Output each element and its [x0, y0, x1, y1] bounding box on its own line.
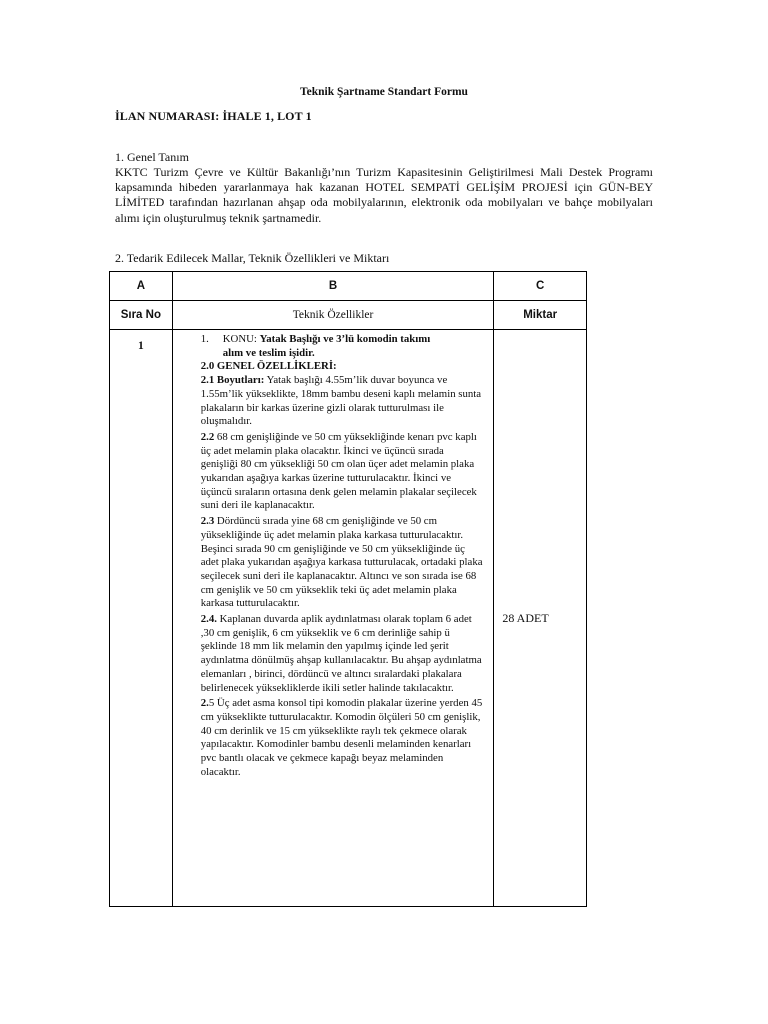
konu-number: 1.: [200, 333, 209, 345]
spec-label-2-5: 2.: [200, 697, 209, 710]
column-letter-c: C: [494, 272, 587, 301]
column-letter-b: B: [172, 272, 494, 301]
konu-text: Yatak Başlığı ve 3’lü komodin takımı: [259, 333, 431, 345]
spec-paragraph-2-5: [201, 697, 484, 779]
konu-line: [201, 333, 484, 347]
spec-paragraph-2-1: [201, 374, 484, 429]
spec-text-2-5: 5 Üç adet asma konsol tipi komodin plakalar üzerine yerden 45 cm yükseklikte tutturulacaktır. Komodin ölçüleri 50 cm genişlik, 40 cm derinlik ve 15 cm yükseklikte raylı tek çekmece olarak yapılacaktır. Komodinler bambu desenli melaminden kenarları pvc bantlı olacak ve çekmece kapağı beyaz melaminden olacaktır.: [200, 697, 483, 778]
konu-line-2: alım ve teslim işidir.: [222, 346, 315, 359]
spec-text-2-4: Kaplanan duvarda aplik aydınlatması olarak toplam 6 adet ,30 cm genişlik, 6 cm yükseklik ve 6 cm derinliğe sahip ü şeklinde 18 mm lik melamin den yapılmış içinde led şerit aydınlatma dönülmüş ahşap kullanılacaktır. Bu ahşap aydınlatma elemanları , birinci, dördüncü ve altıncı sıralardaki plakalara belirlenecek yüksekliklerde ikili setler halinde takılacaktır.: [200, 613, 482, 694]
document-title: Teknik Şartname Standart Formu: [300, 86, 468, 98]
spec-text-2-1: Yatak başlığı 4.55m’lik duvar boyunca ve 1.55m’lik yükseklikte, 18mm bambu deseni kaplı melamin sunta plakaların bir karkas üzerine gizli olarak tutturulması ile oluşmalıdır.: [200, 374, 482, 428]
konu-label: KONU:: [222, 333, 260, 345]
section-1-heading: 1. Genel Tanım: [115, 150, 189, 164]
header-sira-no: Sıra No: [110, 301, 173, 330]
table-header-row: [110, 301, 587, 330]
row-sira-no: 1: [110, 330, 173, 907]
row-quantity: 28 ADET: [494, 330, 587, 907]
spec-paragraph-2-2: [201, 431, 484, 513]
section-2-heading: 2. Tedarik Edilecek Mallar, Teknik Özellikleri ve Miktarı: [115, 251, 390, 265]
section-1-text: KKTC Turizm Çevre ve Kültür Bakanlığı’nın Turizm Kapasitesinin Geliştirilmesi Mali Destek Programı kapsamında hibeden yararlanmaya hak kazanan HOTEL SEMPATİ GELİŞİM PROJESİ için GÜN-BEY LİMİTED tarafından hazırlanan ahşap oda mobilyalarının, elektronik oda mobilyaları ve bahçe mobilyaları alımı için oluşturulmuş teknik şartnamedir.: [115, 165, 653, 225]
general-features-heading: 2.0 GENEL ÖZELLİKLERİ:: [200, 360, 337, 373]
row-technical-specs: [172, 330, 494, 907]
table-letter-row: [110, 272, 587, 301]
spec-label-2-1: 2.1 Boyutları:: [200, 374, 265, 387]
spec-text-2-2: 68 cm genişliğinde ve 50 cm yüksekliğinde kenarı pvc kaplı üç adet melamin plaka olacaktır. İkinci ve üçüncü sırada genişliği 80 cm yüksekliği 50 cm olan üçer adet melamin plaka yukarıdan aşağıya karkas üzerine tutturulacaktır. İkinci ve üçüncü sıraların ortasına denk gelen melamin plakalar seçilecek suni deri ile kaplanacaktır.: [200, 430, 477, 512]
spec-label-2-3: 2.3: [200, 515, 215, 528]
spec-paragraph-2-3: [201, 515, 484, 611]
header-teknik-ozellikler: Teknik Özellikler: [172, 301, 494, 330]
table-row: [110, 330, 587, 907]
column-letter-a: A: [110, 272, 173, 301]
spec-label-2-2: 2.2: [200, 430, 215, 443]
header-miktar: Miktar: [494, 301, 587, 330]
tender-number: İLAN NUMARASI: İHALE 1, LOT 1: [115, 109, 312, 123]
spec-paragraph-2-4: [201, 613, 484, 695]
spec-label-2-4: 2.4.: [200, 613, 217, 626]
spec-text-2-3: Dördüncü sırada yine 68 cm genişliğinde ve 50 cm yüksekliğinde üç adet melamin plaka karkasa tutturulacaktır. Beşinci sırada 90 cm genişliğinde ve 50 cm yüksekliğinde üç adet plaka yukarıdan aşağıya karkasa tutturulacak, ortadaki plaka seçilecek suni deri ile kaplanacaktır. Altıncı ve son sırada ise 68 cm genişlik ve 50 cm yükseklik teki üç adet melamin plaka karkasa tutturulacaktır.: [200, 515, 483, 610]
specification-table: [109, 271, 587, 907]
